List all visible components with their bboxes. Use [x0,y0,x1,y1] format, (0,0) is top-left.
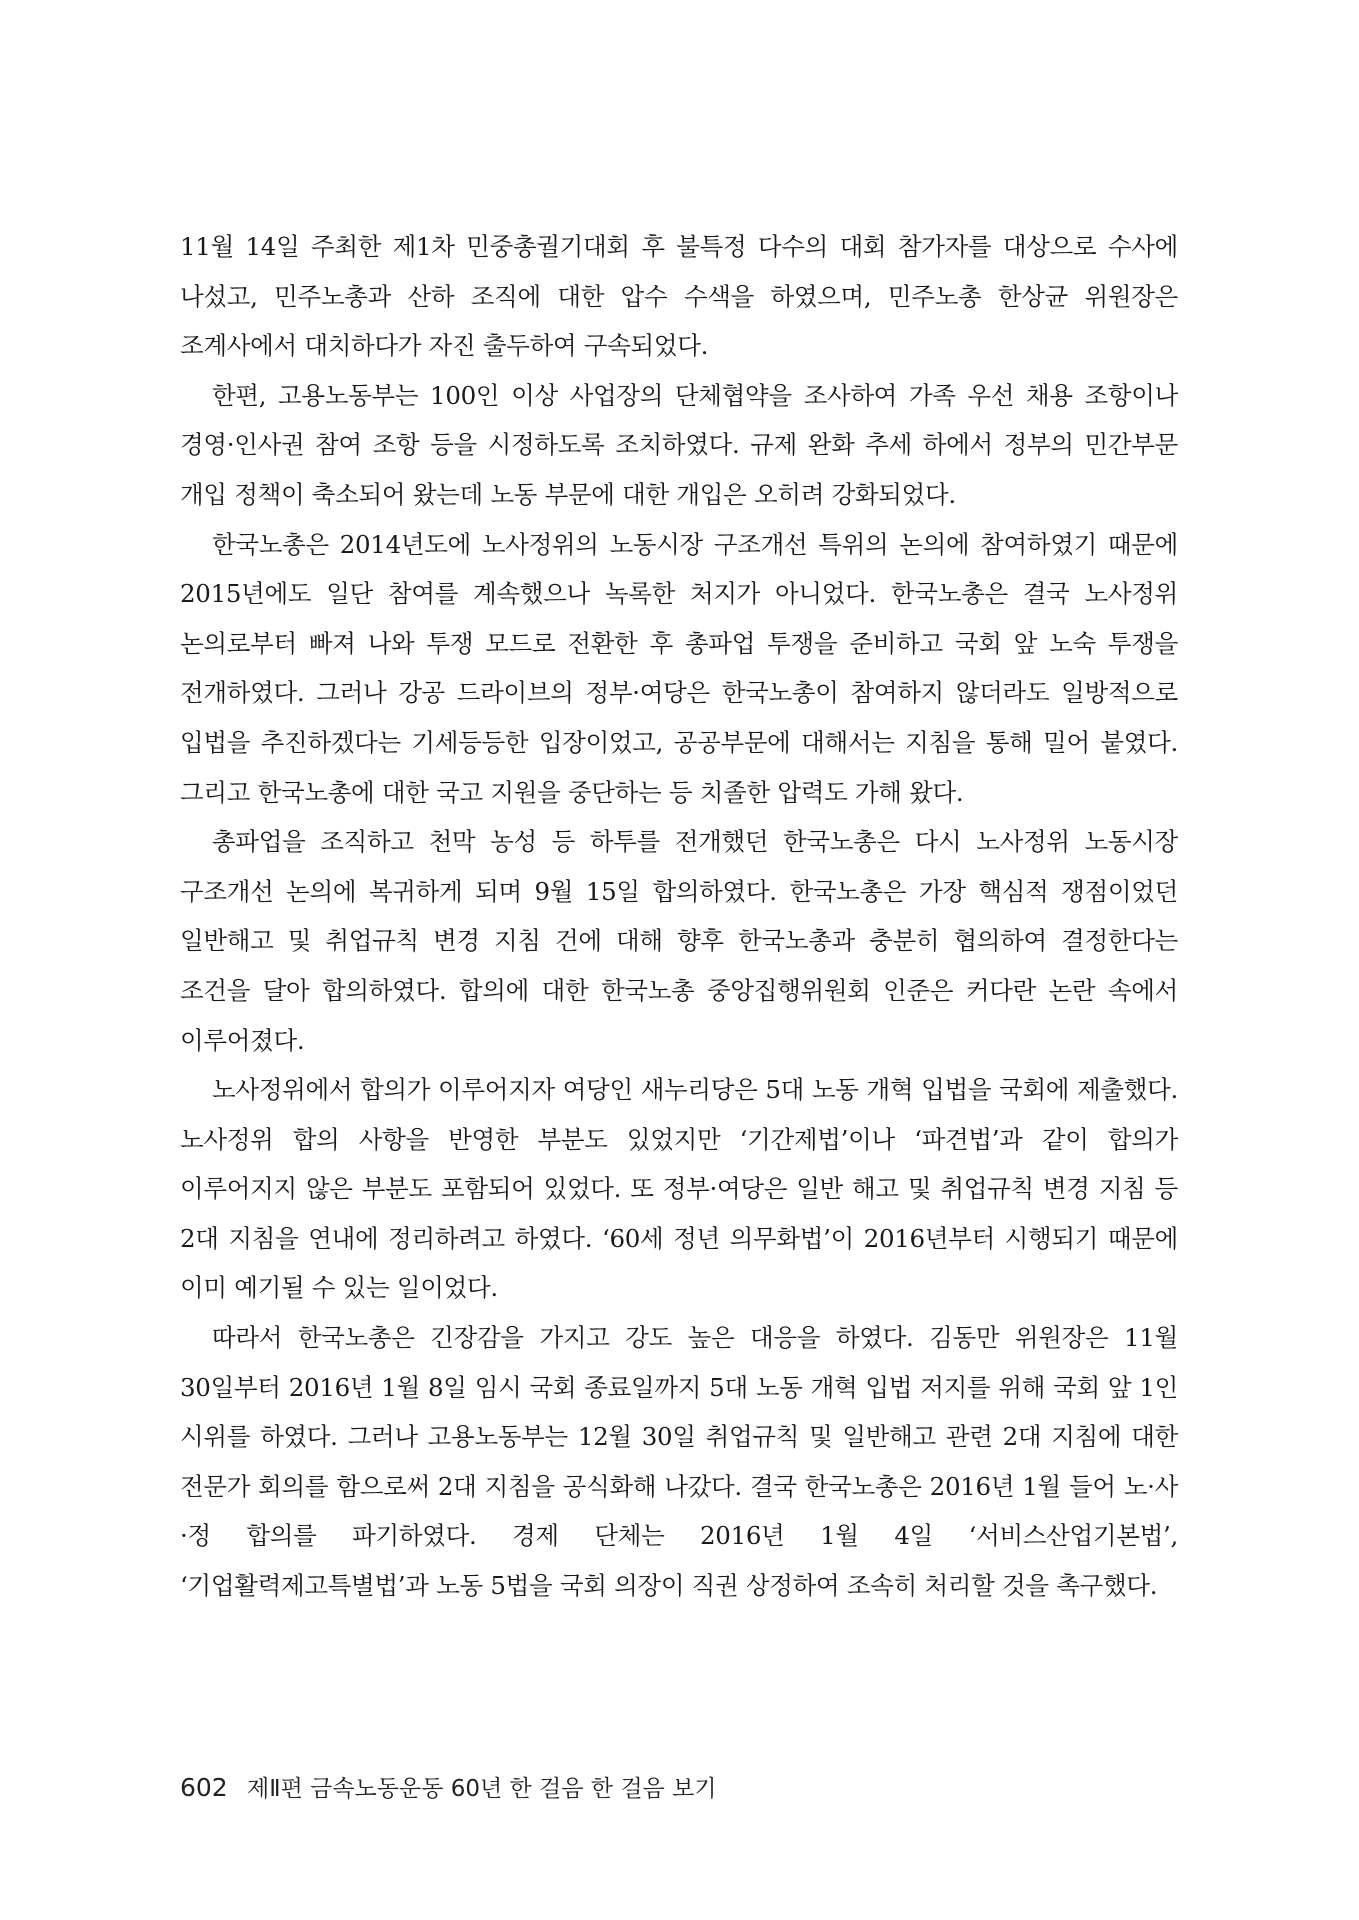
running-title: 제Ⅱ편 금속노동운동 60년 한 걸음 한 걸음 보기 [247,1776,717,1802]
page-footer [180,1770,717,1803]
paragraph-2: 한편, 고용노동부는 100인 이상 사업장의 단체협약을 조사하여 가족 우선 채용 조항이나 경영·인사권 참여 조항 등을 시정하도록 조치하였다. 규제 완화 추세 하에서 정부의 민간부문 개입 정책이 축소되어 왔는데 노동 부문에 대한 개입은 오히려 강화되었다. [180,380,1178,509]
paragraph-3: 한국노총은 2014년도에 노사정위의 노동시장 구조개선 특위의 논의에 참여하였기 때문에 2015년에도 일단 참여를 계속했으나 녹록한 처지가 아니었다. 한국노총은 결국 노사정위 논의로부터 빠져 나와 투쟁 모드로 전환한 후 총파업 투쟁을 준비하고 국회 앞 노숙 투쟁을 전개하였다. 그러나 강공 드라이브의 정부·여당은 한국노총이 참여하지 않더라도 일방적으로 입법을 추진하겠다는 기세등등한 입장이었고, 공공부문에 대해서는 지침을 통해 밀어 붙였다. 그리고 한국노총에 대한 국고 지원을 중단하는 등 치졸한 압력도 가해 왔다. [180,529,1178,807]
body-text [180,222,1178,1611]
page-number: 602 [180,1773,228,1802]
paragraph-5: 노사정위에서 합의가 이루어지자 여당인 새누리당은 5대 노동 개혁 입법을 국회에 제출했다. 노사정위 합의 사항을 반영한 부분도 있었지만 ‘기간제법’이나 ‘파견법’과 같이 합의가 이루어지지 않은 부분도 포함되어 있었다. 또 정부·여당은 일반 해고 및 취업규칙 변경 지침 등 2대 지침을 연내에 정리하려고 하였다. ‘60세 정년 의무화법’이 2016년부터 시행되기 때문에 이미 예기될 수 있는 일이었다. [180,1075,1178,1303]
paragraph-1: 11월 14일 주최한 제1차 민중총궐기대회 후 불특정 다수의 대회 참가자를 대상으로 수사에 나섰고, 민주노총과 산하 조직에 대한 압수 수색을 하였으며, 민주노총 한상균 위원장은 조계사에서 대치하다가 자진 출두하여 구속되었다. [180,232,1178,361]
paragraph-6: 따라서 한국노총은 긴장감을 가지고 강도 높은 대응을 하였다. 김동만 위원장은 11월 30일부터 2016년 1월 8일 임시 국회 종료일까지 5대 노동 개혁 입법 저지를 위해 국회 앞 1인 시위를 하였다. 그러나 고용노동부는 12월 30일 취업규칙 및 일반해고 관련 2대 지침에 대한 전문가 회의를 함으로써 2대 지침을 공식화해 나갔다. 결국 한국노총은 2016년 1월 들어 노·사·정 합의를 파기하였다. 경제 단체는 2016년 1월 4일 ‘서비스산업기본법’, ‘기업활력제고특별법’과 노동 5법을 국회 의장이 직권 상정하여 조속히 처리할 것을 촉구했다. [180,1323,1178,1601]
paragraph-4: 총파업을 조직하고 천막 농성 등 하투를 전개했던 한국노총은 다시 노사정위 노동시장 구조개선 논의에 복귀하게 되며 9월 15일 합의하였다. 한국노총은 가장 핵심적 쟁점이었던 일반해고 및 취업규칙 변경 지침 건에 대해 향후 한국노총과 충분히 협의하여 결정한다는 조건을 달아 합의하였다. 합의에 대한 한국노총 중앙집행위원회 인준은 커다란 논란 속에서 이루어졌다. [180,827,1178,1055]
